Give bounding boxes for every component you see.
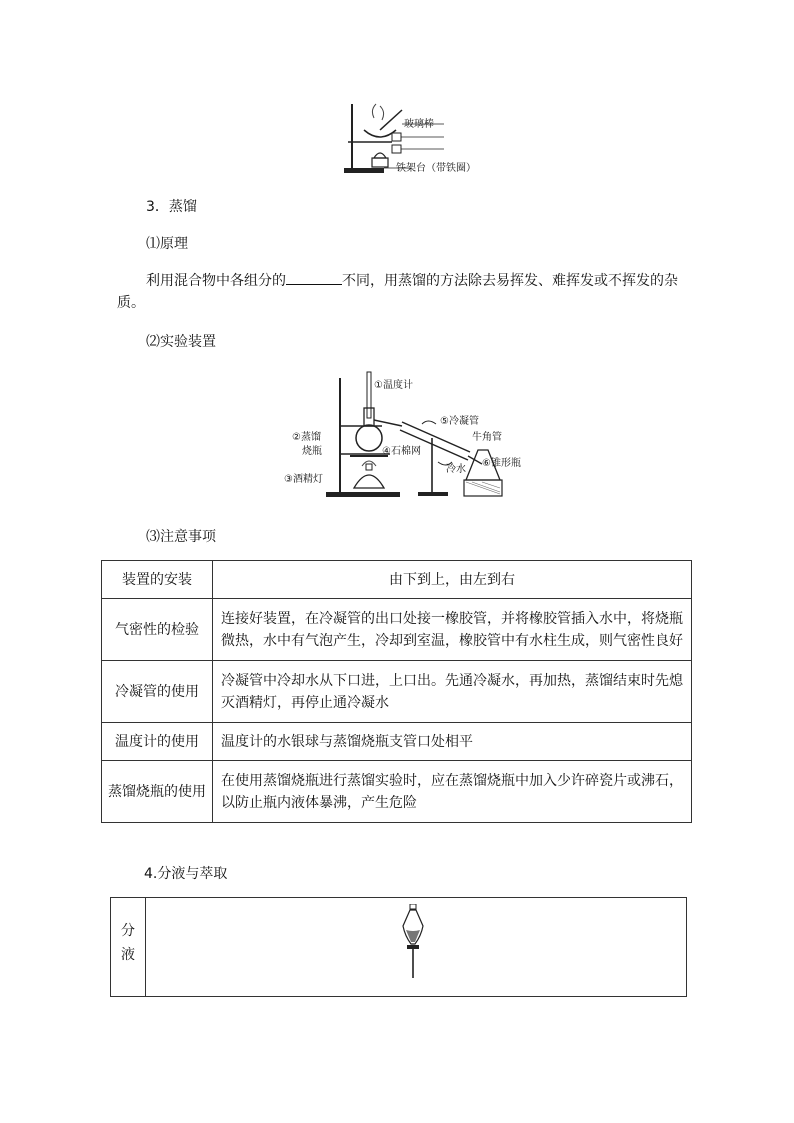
label-gauze: ④石棉网	[382, 446, 421, 457]
evap-label-iron-stand: 铁架台（带铁圈）	[396, 163, 476, 174]
table-row	[102, 761, 692, 823]
table-value: 冷凝管中冷却水从下口进，上口出。先通冷凝水，再加热，蒸馏结束时先熄灭酒精灯，再停止通冷凝水	[213, 661, 692, 723]
principle-heading: ⑴原理	[146, 236, 188, 252]
label-flask-b: 烧瓶	[302, 446, 322, 457]
notes-heading: ⑶注意事项	[146, 529, 216, 545]
principle-text-a: 利用混合物中各组分的	[146, 273, 286, 289]
table-key: 蒸馏烧瓶的使用	[102, 761, 213, 823]
label-condenser: ⑤冷凝管	[440, 416, 479, 427]
table-row	[102, 723, 692, 761]
table-row	[102, 661, 692, 723]
table-key: 装置的安装	[102, 561, 213, 599]
label-conical-flask: ⑥锥形瓶	[482, 458, 521, 469]
label-thermometer: ①温度计	[374, 380, 413, 391]
apparatus-heading: ⑵实验装置	[146, 334, 216, 350]
evap-label-glass-rod: 玻璃棒	[404, 119, 434, 130]
table-row	[102, 599, 692, 661]
table-value: 在使用蒸馏烧瓶进行蒸馏实验时，应在蒸馏烧瓶中加入少许碎瓷片或沸石，以防止瓶内液体暴沸，产生危险	[213, 761, 692, 823]
table-key: 温度计的使用	[102, 723, 213, 761]
evaporation-apparatus-figure	[340, 100, 490, 178]
side-char-2: 液	[121, 947, 135, 963]
table-value: 由下到上，由左到右	[213, 561, 692, 599]
label-lamp: ③酒精灯	[284, 474, 323, 485]
section-4-title: 4.分液与萃取	[144, 866, 228, 882]
table-value: 温度计的水银球与蒸馏烧瓶支管口处相平	[213, 723, 692, 761]
side-char-1: 分	[121, 923, 135, 939]
table-key: 冷凝管的使用	[102, 661, 213, 723]
separation-box	[110, 897, 687, 997]
table-key: 气密性的检验	[102, 599, 213, 661]
separatory-funnel-icon	[401, 904, 425, 980]
table-value: 连接好装置，在冷凝管的出口处接一橡胶管，并将橡胶管插入水中，将烧瓶微热，水中有气泡产生，冷却到室温，橡胶管中有水柱生成，则气密性良好	[213, 599, 692, 661]
notes-table	[101, 560, 692, 823]
distillation-apparatus-figure	[282, 368, 522, 508]
section-3-title: 3．蒸馏	[146, 199, 197, 215]
principle-text-b: 不同，用蒸馏的方法除去易挥发、难挥发或不挥发的杂	[342, 273, 678, 289]
label-cold-water: 冷水	[446, 464, 466, 475]
table-row	[102, 561, 692, 599]
separation-side-label	[111, 898, 146, 996]
principle-text-line2: 质。	[117, 295, 145, 311]
fill-in-blank	[286, 270, 342, 285]
label-flask-a: ②蒸馏	[292, 432, 321, 443]
principle-text-line1	[146, 270, 678, 292]
label-adapter: 牛角管	[472, 432, 502, 443]
